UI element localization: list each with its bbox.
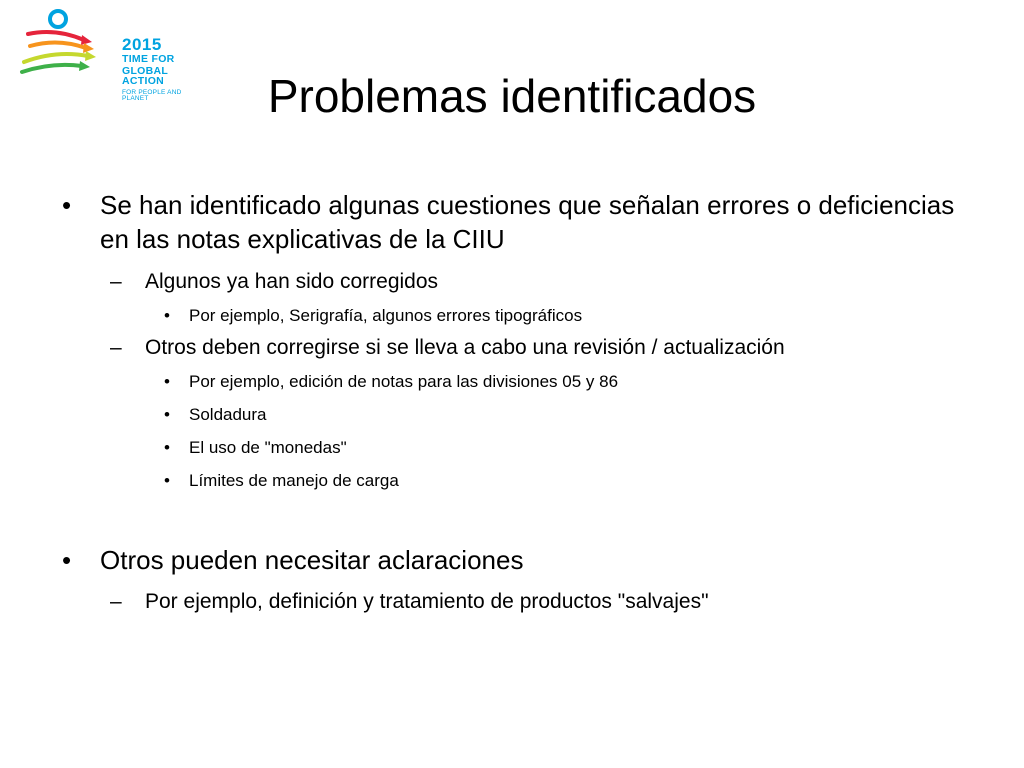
- bullet-2: [60, 543, 960, 577]
- sub-bullet-1-2-text: Otros deben corregirse si se lleva a cabo una revisión / actualización: [145, 336, 785, 359]
- dash-icon: –: [110, 336, 122, 359]
- sub-sub-bullet-1-2-1: [60, 370, 960, 394]
- dash-icon: –: [110, 590, 122, 613]
- bullet-dot-icon: •: [62, 545, 72, 575]
- bullet-dot-icon: •: [164, 471, 170, 490]
- bullet-1: [60, 188, 960, 256]
- sub-bullet-2-1-text: Por ejemplo, definición y tratamiento de productos "salvajes": [145, 590, 709, 613]
- sub-sub-bullet-1-2-2-text: Soldadura: [189, 405, 267, 424]
- sub-bullet-1-1: [60, 268, 960, 296]
- sub-sub-bullet-1-1-1-text: Por ejemplo, Serigrafía, algunos errores tipográficos: [189, 306, 583, 325]
- bullet-dot-icon: •: [164, 372, 170, 391]
- bullet-dot-icon: •: [164, 438, 170, 457]
- logo-year: 2015: [122, 35, 162, 54]
- logo-line-2: GLOBAL ACTION: [122, 64, 168, 87]
- bullet-2-text: Otros pueden necesitar aclaraciones: [100, 545, 524, 575]
- logo-line-1: TIME FOR: [122, 53, 175, 65]
- sub-sub-bullet-1-2-1-text: Por ejemplo, edición de notas para las divisiones 05 y 86: [189, 372, 619, 391]
- dash-icon: –: [110, 270, 122, 293]
- bullet-1-text: Se han identificado algunas cuestiones que señalan errores o deficiencias en las notas explicativas de la CIIU: [100, 190, 955, 254]
- sub-sub-bullet-1-2-4: [60, 469, 960, 493]
- sub-sub-bullet-1-1-1: [60, 304, 960, 328]
- sub-bullet-2-1: [60, 588, 960, 616]
- bullet-dot-icon: •: [62, 190, 72, 220]
- sub-sub-bullet-1-2-4-text: Límites de manejo de carga: [189, 471, 399, 490]
- sub-sub-bullet-1-2-3: [60, 436, 960, 460]
- bullet-dot-icon: •: [164, 405, 170, 424]
- sub-bullet-1-1-text: Algunos ya han sido corregidos: [145, 270, 439, 293]
- sub-sub-bullet-1-2-3-text: El uso de "monedas": [189, 438, 347, 457]
- logo-tagline: FOR PEOPLE AND PLANET: [122, 88, 182, 102]
- bullet-dot-icon: •: [164, 306, 170, 325]
- slide-title: Problemas identificados: [267, 70, 757, 122]
- sub-bullet-1-2: [60, 334, 960, 362]
- sub-sub-bullet-1-2-2: [60, 403, 960, 427]
- slide-body: [60, 188, 960, 616]
